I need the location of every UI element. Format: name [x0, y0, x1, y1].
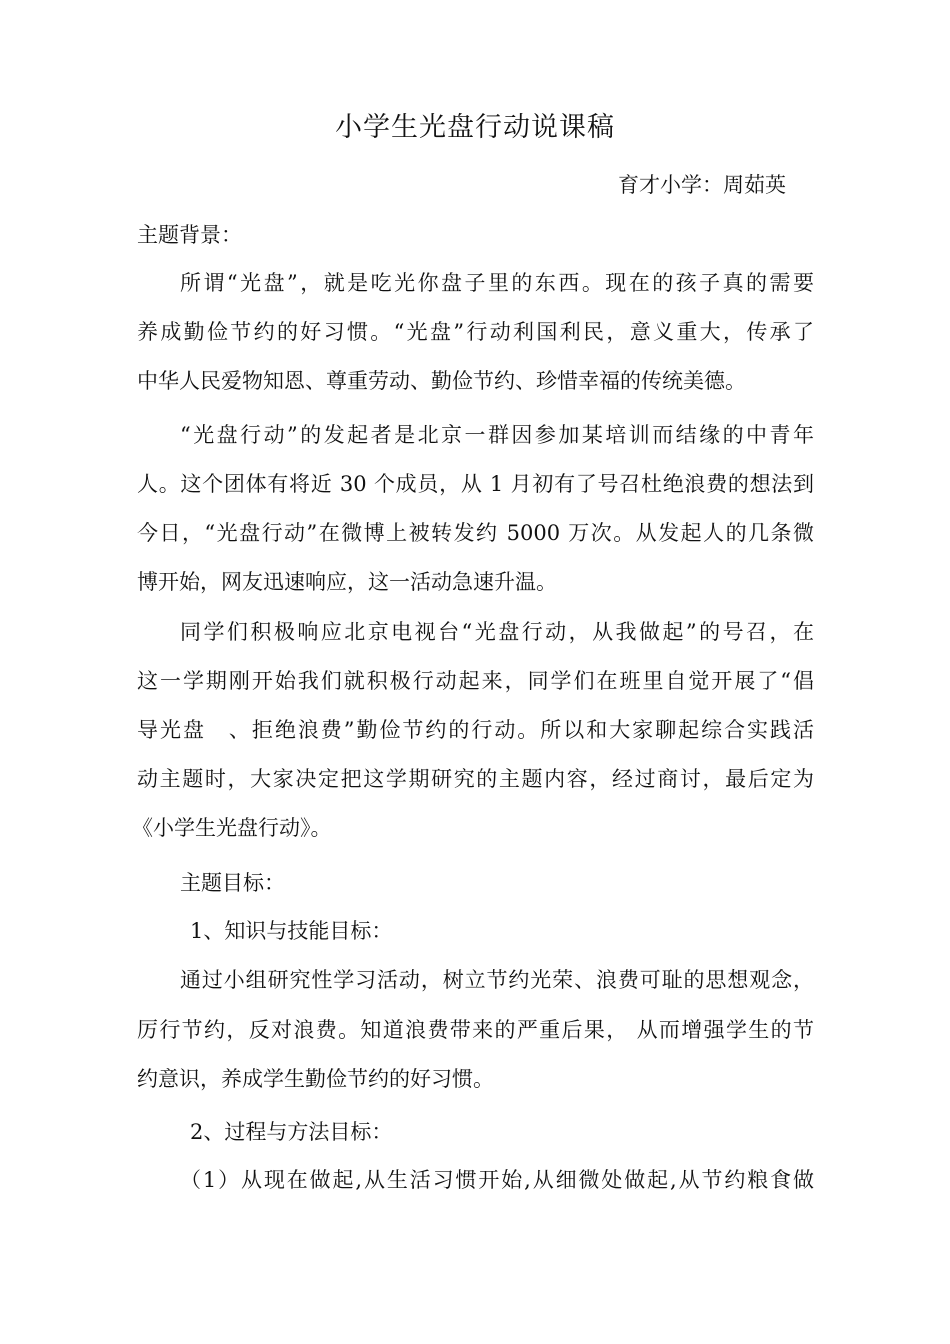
section-heading-background: 主题背景：	[137, 223, 242, 247]
document-title: 小学生光盘行动说课稿	[335, 112, 615, 143]
paragraph-line: 所谓“光盘”，就是吃光你盘子里的东西。现在的孩子真的需要	[180, 271, 814, 295]
paragraph-line: 博开始，网友迅速响应，这一活动急速升温。	[137, 570, 557, 594]
document-author: 育才小学：周茹英	[618, 173, 786, 197]
paragraph-line: （1）从现在做起,从生活习惯开始,从细微处做起,从节约粮食做	[180, 1168, 814, 1192]
paragraph-line: “光盘行动”的发起者是北京一群因参加某培训而结缘的中青年	[180, 423, 814, 447]
paragraph-line: 今日，“光盘行动”在微博上被转发约 5000 万次。从发起人的几条微	[137, 521, 814, 545]
paragraph-line: 厉行节约，反对浪费。知道浪费带来的严重后果， 从而增强学生的节	[137, 1018, 814, 1042]
paragraph-line: 人。这个团体有将近 30 个成员，从 1 月初有了号召杜绝浪费的想法到	[137, 472, 814, 496]
paragraph-line: 这一学期刚开始我们就积极行动起来，同学们在班里自觉开展了“倡	[137, 669, 814, 693]
section-heading-goals: 主题目标：	[180, 871, 285, 895]
paragraph-line: 约意识，养成学生勤俭节约的好习惯。	[137, 1067, 494, 1091]
paragraph-line: 养成勤俭节约的好习惯。“光盘”行动利国利民，意义重大，传承了	[137, 320, 814, 344]
paragraph-line: 同学们积极响应北京电视台“光盘行动，从我做起”的号召，在	[180, 620, 814, 644]
subheading-process-goal: 2、过程与方法目标：	[190, 1120, 393, 1144]
subheading-knowledge-goal: 1、知识与技能目标：	[190, 919, 393, 943]
paragraph-line: 动主题时，大家决定把这学期研究的主题内容，经过商讨，最后定为	[137, 767, 814, 791]
paragraph-line: 中华人民爱物知恩、尊重劳动、勤俭节约、珍惜幸福的传统美德。	[137, 369, 746, 393]
paragraph-line: 导光盘 、拒绝浪费”勤俭节约的行动。所以和大家聊起综合实践活	[137, 718, 814, 742]
paragraph-line: 通过小组研究性学习活动，树立节约光荣、浪费可耻的思想观念，	[180, 968, 814, 992]
paragraph-line: 《小学生光盘行动》。	[132, 816, 332, 840]
